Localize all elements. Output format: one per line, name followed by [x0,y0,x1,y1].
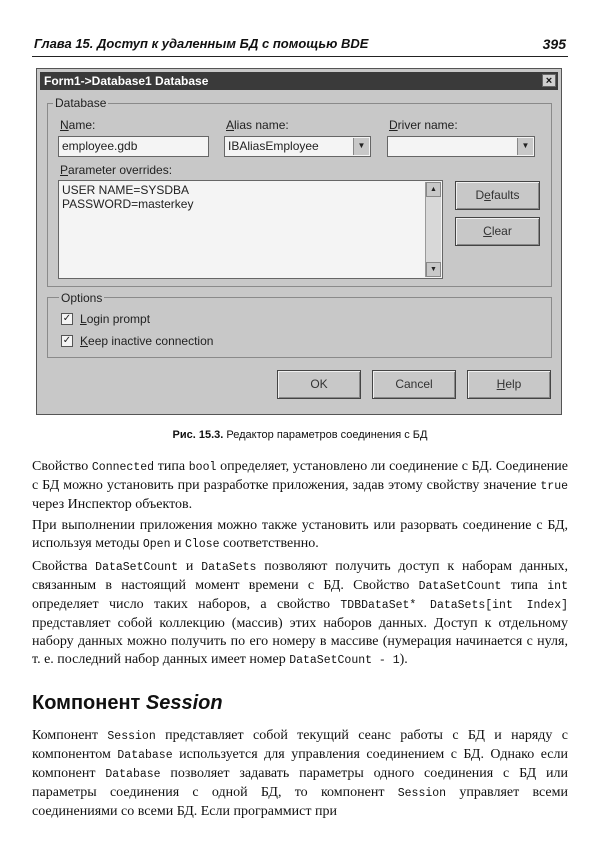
text: представляет собой коллекцию (массив) этих наборов данных. Доступ к отдельному набору данных можно получить по его номеру в массиве (нумерация начинается с нуля, т. е. последний набор данных имеет номер [32,616,568,667]
text: позволяют получить доступ к наборам данных, связанным в настоящий момент времени с БД. Свойство [32,559,569,593]
text: Свойство [32,459,92,474]
scroll-up-icon[interactable]: ▲ [426,182,441,197]
params-label: Parameter overrides: [60,163,173,177]
clear-button[interactable]: Clear [455,217,540,246]
text: и [178,559,202,574]
keep-connection-label: Keep inactive connection [80,334,214,348]
scroll-down-icon[interactable]: ▼ [426,262,441,277]
text: представляет собой текущий сеанс работы с БД и наряду с компонентом [32,728,568,762]
database-editor-dialog [36,68,562,415]
code: Database [105,768,161,781]
name-field[interactable] [58,136,209,157]
parameter-overrides-memo[interactable] [58,180,443,279]
paragraph-open-close [32,517,568,554]
dialog-title-bar [40,72,558,90]
heading-name: Session [145,692,223,714]
text: При выполнении приложения можно также установить или разорвать соединение с БД, используя методы [32,518,568,551]
cancel-button[interactable]: Cancel [372,370,456,399]
code: Database [117,749,173,762]
alias-label: Alias name: [226,118,289,132]
code: DataSetCount [418,580,502,593]
paragraph-session [32,727,568,821]
figure-caption [0,429,600,441]
defaults-button[interactable]: Defaults [455,181,540,210]
code: Connected [91,461,155,474]
chapter-title: Глава 15. Доступ к удаленным БД с помощью BDE [34,36,369,51]
alias-value: IBAliasEmployee [228,139,319,153]
figure-number: Рис. 15.3. [172,429,224,441]
close-icon[interactable]: × [542,74,556,87]
code: TDBDataSet* DataSets[int Index] [340,599,568,612]
paragraph-datasets [32,558,568,670]
driver-combobox[interactable] [387,136,535,157]
login-prompt-label: Login prompt [80,312,151,326]
figure-caption-text: Редактор параметров соединения с БД [226,429,428,441]
driver-label: Driver name: [389,118,458,132]
text: ). [399,652,408,667]
login-prompt-checkbox[interactable]: ✓ [62,313,72,324]
running-header [32,34,568,57]
name-label: Name: [60,118,96,132]
keep-connection-checkbox[interactable]: ✓ [62,335,72,346]
code: Open [142,538,171,551]
text: Свойства [32,559,96,574]
options-group [47,297,552,358]
ok-button[interactable]: OK [277,370,361,399]
help-button[interactable]: Help [467,370,551,399]
param-line-user: USER NAME=SYSDBA [62,183,190,197]
paragraph-connected [32,458,568,514]
code: DataSetCount [95,561,178,574]
text: через Инспектор объектов. [32,497,193,512]
code: Session [107,730,156,743]
dialog-title: Form1->Database1 Database [44,74,209,88]
driver-dropdown-icon[interactable]: ▼ [517,138,533,155]
page-number: 395 [542,36,566,52]
text: соответственно. [219,536,319,551]
code: true [540,480,568,493]
text: определяет число таких наборов, а свойство [32,597,341,612]
options-group-label: Options [61,291,103,305]
text: определяет, установлено ли соединение с БД. Соединение с БД можно установить при разработке приложения, задав этому свойству значение [32,459,568,493]
section-heading [32,692,223,715]
code: int [547,580,568,593]
text: типа [501,578,548,593]
code: DataSets [201,561,257,574]
text: и [170,536,185,551]
memo-scrollbar[interactable] [425,182,441,277]
text: используется для управления соединением с БД. Однако если компонент [32,747,569,781]
text: позволяет задавать параметры одного соединения с БД или параметры соединения с одной БД, то компонент [32,766,568,800]
alias-combobox[interactable] [224,136,371,157]
text: Компонент [32,728,108,743]
code: bool [188,461,217,474]
database-group-label: Database [55,96,107,110]
code: Session [397,787,447,800]
param-line-password: PASSWORD=masterkey [62,197,194,211]
alias-dropdown-icon[interactable]: ▼ [353,138,369,155]
text: типа [154,459,189,474]
heading-prefix: Компонент [32,692,146,714]
text: управляет всеми соединениями со всеми БД. Если программист при [32,785,569,819]
code: DataSetCount - 1 [289,654,400,667]
code: Close [184,538,220,551]
name-value: employee.gdb [62,139,138,153]
